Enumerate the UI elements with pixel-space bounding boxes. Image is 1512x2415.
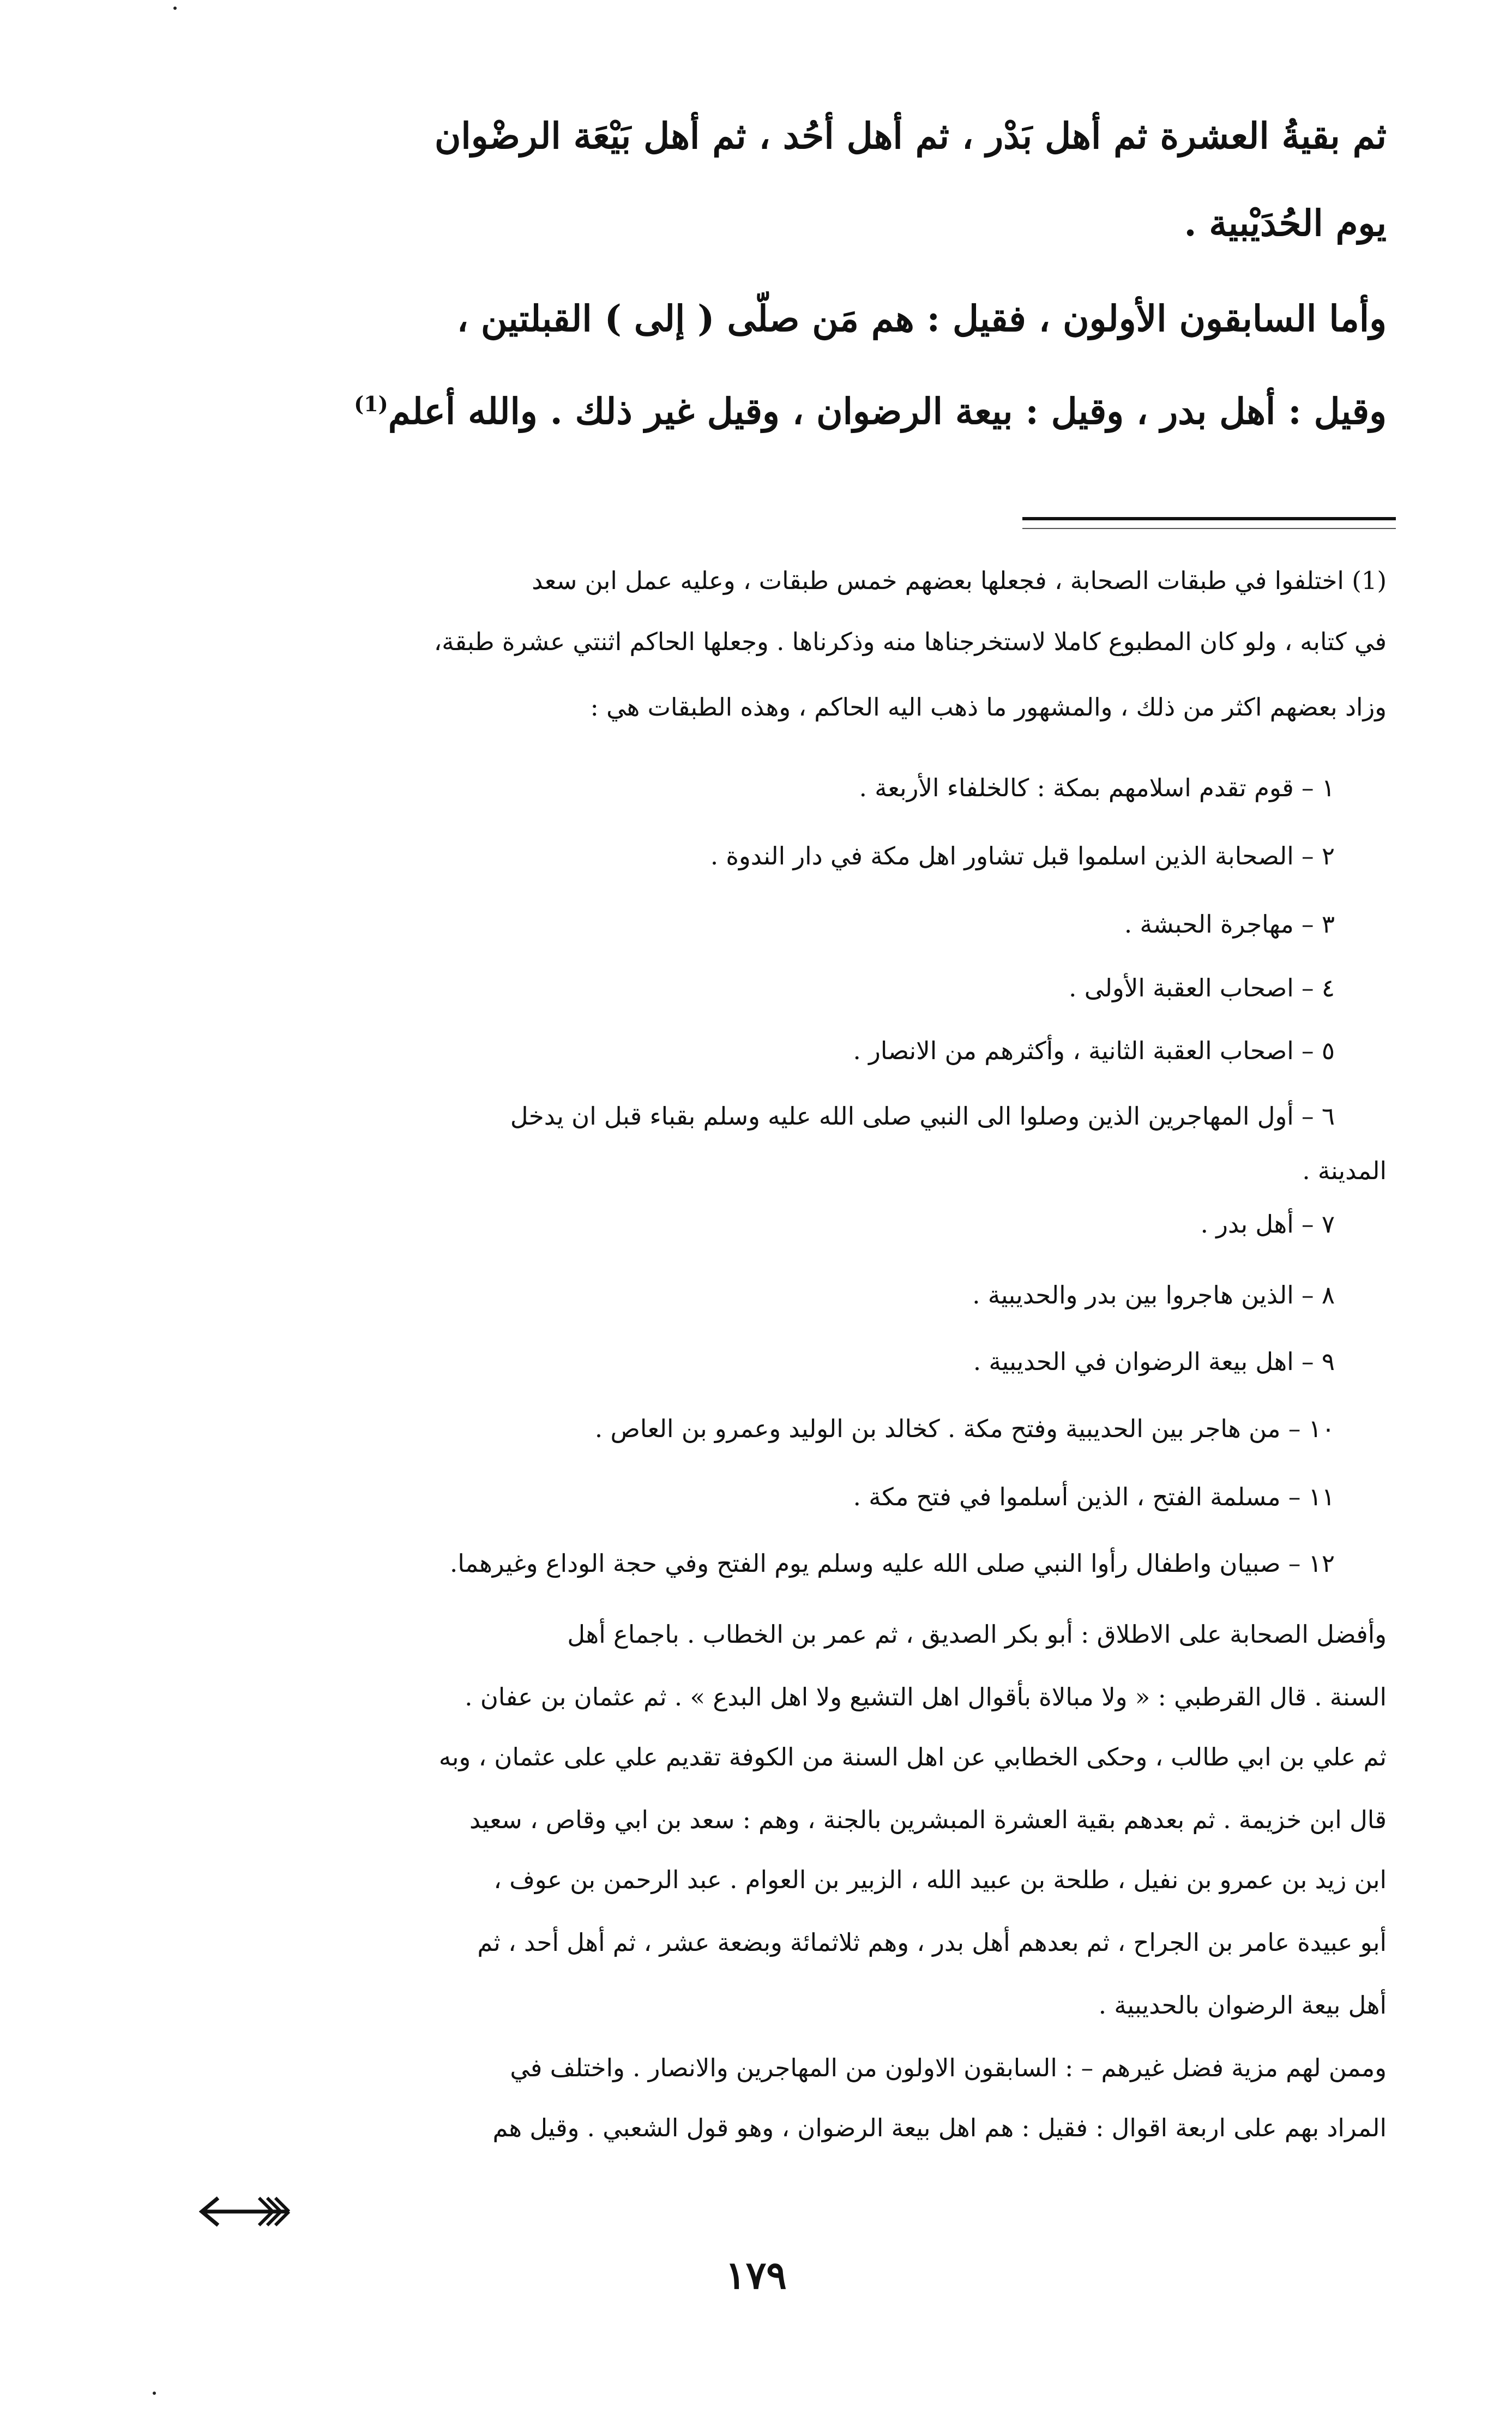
paragraph-line: ابن زيد بن عمرو بن نفيل ، طلحة بن عبيد الله ، الزبير بن العوام . عبد الرحمن بن عوف ، [493, 1865, 1387, 1894]
paragraph-line: أبو عبيدة عامر بن الجراح ، ثم بعدهم أهل بدر ، وهم ثلاثمائة وبضعة عشر ، ثم أهل أحد ، ثم [477, 1928, 1387, 1957]
main-line-4 [180, 390, 1387, 433]
list-item: ٧ – أهل بدر . [1200, 1210, 1335, 1239]
scan-speck [173, 7, 177, 10]
list-item: ٤ – اصحاب العقبة الأولى . [1069, 974, 1335, 1002]
main-line-3: وأما السابقون الأولون ، فقيل : هم مَن صلّى ( إلى ) القبلتين ، [456, 297, 1387, 340]
main-line-4-text: وقيل : أهل بدر ، وقيل : بيعة الرضوان ، وقيل غير ذلك . والله أعلم [388, 390, 1387, 432]
footnote-intro-2: في كتابه ، ولو كان المطبوع كاملا لاستخرجناها منه وذكرناها . وجعلها الحاكم اثنتي عشرة طبقة، [433, 627, 1387, 656]
scan-speck [153, 2392, 156, 2395]
footnote-separator-thin [1022, 528, 1396, 529]
footnote-intro-3: وزاد بعضهم اكثر من ذلك ، والمشهور ما ذهب اليه الحاكم ، وهذه الطبقات هي : [590, 693, 1387, 722]
list-item: ١٠ – من هاجر بين الحديبية وفتح مكة . كخالد بن الوليد وعمرو بن العاص . [594, 1414, 1335, 1443]
page-number: ١٧٩ [725, 2252, 787, 2298]
list-item: ٣ – مهاجرة الحبشة . [1124, 910, 1335, 939]
list-item: ٦ – أول المهاجرين الذين وصلوا الى النبي صلى الله عليه وسلم بقباء قبل ان يدخل [510, 1102, 1335, 1131]
paragraph-line: المراد بهم على اربعة اقوال : فقيل : هم اهل بيعة الرضوان ، وهو قول الشعبي . وقيل هم [492, 2113, 1387, 2142]
list-item: ١٢ – صبيان واطفال رأوا النبي صلى الله عليه وسلم يوم الفتح وفي حجة الوداع وغيرهما. [450, 1549, 1335, 1578]
paragraph-line: السنة . قال القرطبي : « ولا مبالاة بأقوال اهل التشيع ولا اهل البدع » . ثم عثمان بن عفان . [465, 1683, 1387, 1711]
paragraph-line: أهل بيعة الرضوان بالحديبية . [1098, 1991, 1387, 2020]
list-item: ١١ – مسلمة الفتح ، الذين أسلموا في فتح مكة . [853, 1482, 1335, 1511]
paragraph-line: وممن لهم مزية فضل غيرهم – : السابقون الاولون من المهاجرين والانصار . واختلف في [510, 2053, 1387, 2082]
main-line-2: يوم الحُدَيْبية . [1184, 202, 1387, 244]
paragraph-line: وأفضل الصحابة على الاطلاق : أبو بكر الصديق ، ثم عمر بن الخطاب . باجماع أهل [567, 1620, 1387, 1649]
paragraph-line: ثم علي بن ابي طالب ، وحكى الخطابي عن اهل السنة من الكوفة تقديم علي على عثمان ، وبه [438, 1743, 1387, 1771]
footnote-reference: (1) [354, 392, 388, 416]
footnote-separator [1022, 517, 1396, 520]
list-item: ٩ – اهل بيعة الرضوان في الحديبية . [973, 1347, 1335, 1376]
paragraph-line: قال ابن خزيمة . ثم بعدهم بقية العشرة المبشرين بالجنة ، وهم : سعد بن ابي وقاص ، سعيد [469, 1805, 1387, 1834]
list-item: ٢ – الصحابة الذين اسلموا قبل تشاور اهل مكة في دار الندوة . [710, 842, 1335, 870]
list-item-continuation: المدينة . [1302, 1156, 1387, 1185]
main-line-1: ثم بقيةُ العشرة ثم أهل بَدْر ، ثم أهل أحُد ، ثم أهل بَيْعَة الرضْوان [434, 115, 1387, 157]
footnote-intro-1: (1) اختلفوا في طبقات الصحابة ، فجعلها بعضهم خمس طبقات ، وعليه عمل ابن سعد [532, 566, 1387, 595]
list-item: ٨ – الذين هاجروا بين بدر والحديبية . [972, 1281, 1335, 1309]
list-item: ١ – قوم تقدم اسلامهم بمكة : كالخلفاء الأربعة . [859, 773, 1335, 802]
list-item: ٥ – اصحاب العقبة الثانية ، وأكثرهم من الانصار . [853, 1036, 1335, 1065]
arrow-left-icon [199, 2187, 292, 2236]
